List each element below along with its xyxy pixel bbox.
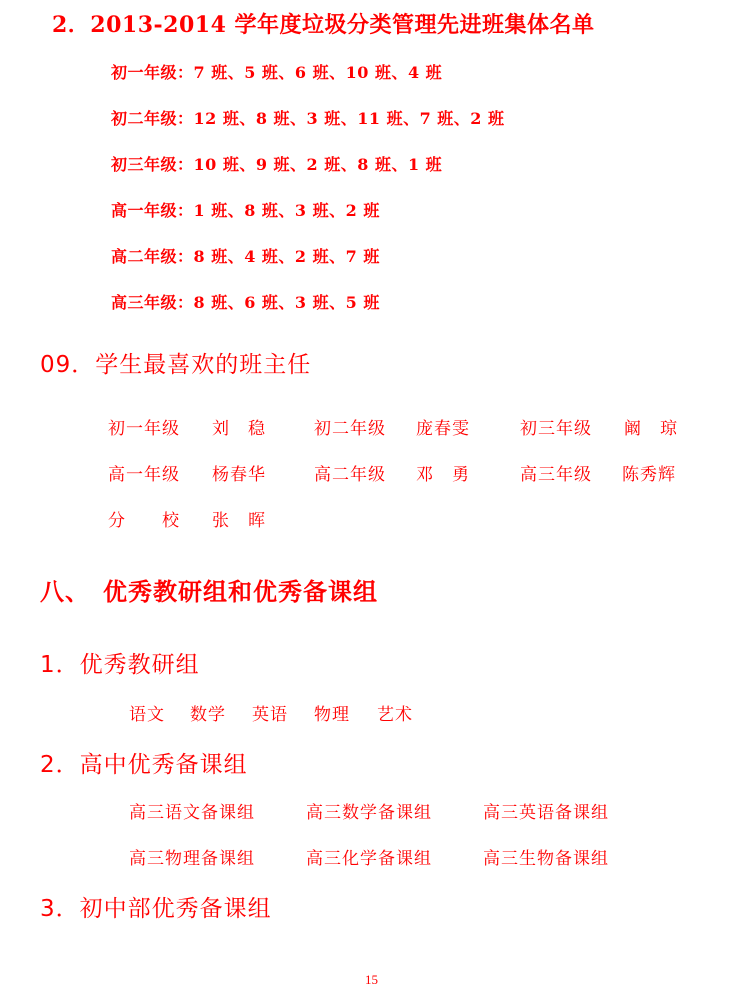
collectives-line: 初二年级：12 班、8 班、3 班、11 班、7 班、2 班 (111, 109, 505, 128)
teacher-grade: 初二年级 (314, 419, 386, 439)
teacher-grade: 分 校 (108, 511, 180, 531)
teacher-grade: 高三年级 (520, 465, 592, 485)
groups-heading: 八、 优秀教研组和优秀备课组 (40, 578, 378, 606)
teacher-name: 庞春雯 (416, 419, 470, 439)
teacher-name: 杨春华 (212, 465, 266, 485)
teacher-grade: 高一年级 (108, 465, 180, 485)
research-group-item: 语文 (129, 705, 165, 725)
collectives-line: 高三年级：8 班、6 班、3 班、5 班 (111, 293, 380, 312)
collectives-line: 高一年级：1 班、8 班、3 班、2 班 (111, 201, 380, 220)
teacher-name: 阚 琼 (624, 419, 678, 439)
collectives-line: 高二年级：8 班、4 班、2 班、7 班 (111, 247, 380, 266)
page-number: 15 (365, 972, 378, 987)
research-group-item: 物理 (314, 705, 350, 725)
collectives-line: 初三年级：10 班、9 班、2 班、8 班、1 班 (111, 155, 443, 174)
teacher-name: 陈秀辉 (622, 465, 676, 485)
collectives-heading: 2．2013-2014 学年度垃圾分类管理先进班集体名单 (52, 12, 595, 38)
senior-group-item: 高三语文备课组 (129, 803, 255, 823)
teacher-grade: 初三年级 (520, 419, 592, 439)
research-group-item: 英语 (252, 705, 288, 725)
research-group-item: 数学 (190, 705, 226, 725)
teacher-grade: 初一年级 (108, 419, 180, 439)
teacher-name: 张 晖 (212, 511, 266, 531)
junior-groups-heading: 3．初中部优秀备课组 (40, 896, 272, 922)
senior-groups-heading: 2．高中优秀备课组 (40, 752, 248, 778)
senior-group-item: 高三数学备课组 (306, 803, 432, 823)
collectives-line: 初一年级：7 班、5 班、6 班、10 班、4 班 (111, 63, 443, 82)
research-group-item: 艺术 (377, 705, 413, 725)
teacher-grade: 高二年级 (314, 465, 386, 485)
research-groups-heading: 1．优秀教研组 (40, 652, 200, 678)
senior-group-item: 高三化学备课组 (306, 849, 432, 869)
teacher-name: 刘 稳 (212, 419, 266, 439)
senior-group-item: 高三生物备课组 (483, 849, 609, 869)
senior-group-item: 高三英语备课组 (483, 803, 609, 823)
senior-group-item: 高三物理备课组 (129, 849, 255, 869)
teacher-name: 邓 勇 (416, 465, 470, 485)
teachers-heading: 09．学生最喜欢的班主任 (40, 352, 312, 378)
